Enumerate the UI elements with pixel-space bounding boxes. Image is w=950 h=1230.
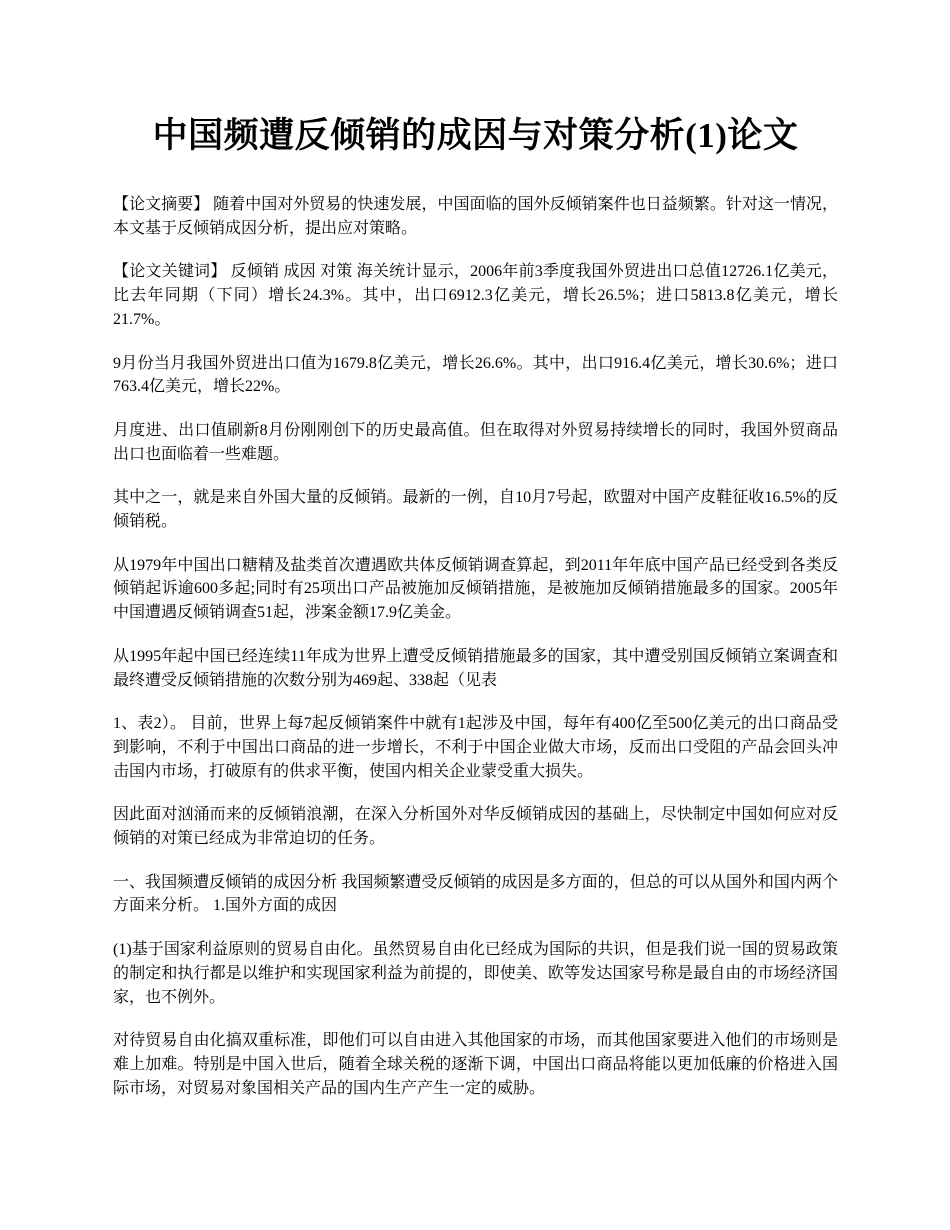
- paragraph: 1、表2）。 目前，世界上每7起反倾销案件中就有1起涉及中国，每年有400亿至500亿美元的出口商品受到影响，不利于中国出口商品的进一步增长，不利于中国企业做大市场，反而出口受阻的产品会回头冲击国内市场，打破原有的供求平衡，使国内相关企业蒙受重大损失。: [113, 715, 838, 780]
- paragraph: 其中之一，就是来自外国大量的反倾销。最新的一例，自10月7号起，欧盟对中国产皮鞋征收16.5%的反倾销税。: [113, 489, 838, 531]
- paragraph-keywords: 【论文关键词】 反倾销 成因 对策 海关统计显示，2006年前3季度我国外贸进出口总值12726.1亿美元，比去年同期（下同）增长24.3%。其中，出口6912.3亿美元，增长26.5%；进口5813.8亿美元，增长21.7%。: [113, 263, 838, 328]
- paragraph: 月度进、出口值刷新8月份刚刚创下的历史最高值。但在取得对外贸易持续增长的同时，我国外贸商品出口也面临着一些难题。: [113, 421, 838, 463]
- section-heading-paragraph: 一、我国频遭反倾销的成因分析 我国频繁遭受反倾销的成因是多方面的，但总的可以从国外和国内两个方面来分析。 1.国外方面的成因: [113, 873, 838, 915]
- paragraph: 对待贸易自由化搞双重标准，即他们可以自由进入其他国家的市场，而其他国家要进入他们的市场则是难上加难。特别是中国入世后，随着全球关税的逐渐下调，中国出口商品将能以更加低廉的价格进入国际市场，对贸易对象国相关产品的国内生产产生一定的威胁。: [113, 1032, 838, 1097]
- paragraph: 9月份当月我国外贸进出口值为1679.8亿美元，增长26.6%。其中，出口916.4亿美元，增长30.6%；进口763.4亿美元，增长22%。: [113, 354, 838, 396]
- paragraph: 从1979年中国出口糖精及盐类首次遭遇欧共体反倾销调查算起，到2011年年底中国产品已经受到各类反倾销起诉逾600多起;同时有25项出口产品被施加反倾销措施，是被施加反倾销措施最多的国家。2005年中国遭遇反倾销调查51起，涉案金额17.9亿美金。: [113, 556, 838, 622]
- paragraph: (1)基于国家利益原则的贸易自由化。虽然贸易自由化已经成为国际的共识，但是我们说一国的贸易政策的制定和执行都是以维护和实现国家利益为前提的，即使美、欧等发达国家号称是最自由的市场经济国家，也不例外。: [113, 941, 838, 1006]
- paragraph: 因此面对汹涌而来的反倾销浪潮，在深入分析国外对华反倾销成因的基础上，尽快制定中国如何应对反倾销的对策已经成为非常迫切的任务。: [113, 806, 838, 848]
- paragraph: 从1995年起中国已经连续11年成为世界上遭受反倾销措施最多的国家，其中遭受别国反倾销立案调查和最终遭受反倾销措施的次数分别为469起、338起（见表: [113, 647, 838, 689]
- paragraph-abstract: 【论文摘要】 随着中国对外贸易的快速发展，中国面临的国外反倾销案件也日益频繁。针对这一情况，本文基于反倾销成因分析，提出应对策略。: [113, 196, 838, 237]
- document-title: 中国频遭反倾销的成因与对策分析(1)论文: [152, 116, 799, 155]
